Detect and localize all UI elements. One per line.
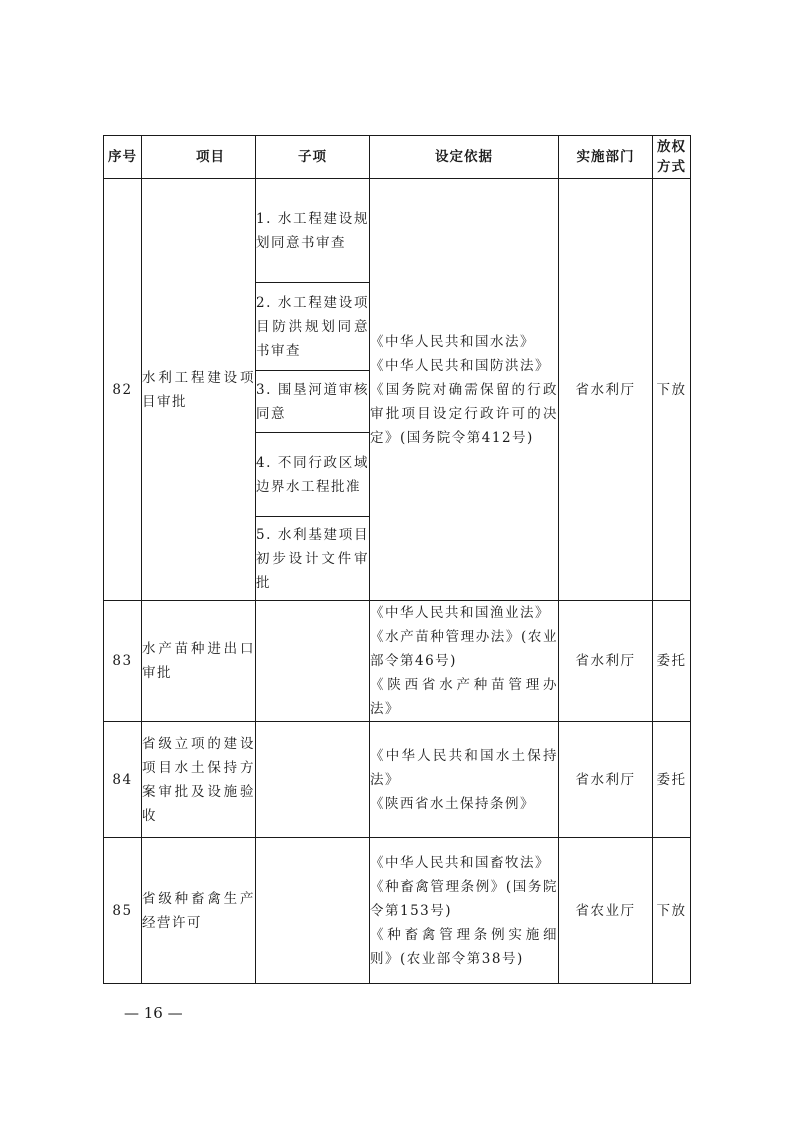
header-dept: 实施部门 — [559, 136, 653, 179]
dept-cell: 省水利厅 — [559, 179, 653, 601]
sub-item-cell: 1. 水工程建设规划同意书审查 — [256, 179, 370, 283]
basis-line: 《陕西省水产种苗管理办法》 — [370, 677, 558, 717]
dept-cell: 省水利厅 — [559, 601, 653, 722]
basis-cell — [370, 179, 559, 601]
basis-line: 《中华人民共和国畜牧法》 — [370, 854, 550, 871]
sub-item-cell — [256, 722, 370, 838]
basis-line: 《水产苗种管理办法》(农业部令第46号) — [370, 629, 558, 669]
mode-cell: 下放 — [653, 179, 691, 601]
header-seq: 序号 — [104, 136, 142, 179]
basis-line: 《种畜禽管理条例》(国务院令第153号) — [370, 878, 558, 919]
seq-cell: 83 — [104, 601, 142, 722]
header-basis: 设定依据 — [370, 136, 559, 179]
table-row-84 — [104, 722, 691, 838]
item-cell: 省级种畜禽生产经营许可 — [142, 838, 256, 984]
table-row-85 — [104, 838, 691, 984]
seq-cell: 85 — [104, 838, 142, 984]
page-number: — 16 — — [124, 1004, 183, 1022]
basis-line: 《种畜禽管理条例实施细则》(农业部令第38号) — [370, 926, 558, 967]
header-item: 项目 — [142, 136, 256, 179]
basis-line: 《中华人民共和国水土保持法》 — [370, 747, 558, 788]
sub-item-cell: 3. 围垦河道审核同意 — [256, 371, 370, 433]
mode-cell: 下放 — [653, 838, 691, 984]
mode-cell: 委托 — [653, 601, 691, 722]
table-row-83 — [104, 601, 691, 722]
basis-line: 《中华人民共和国防洪法》 — [370, 357, 550, 374]
basis-line: 《中华人民共和国水法》 — [370, 333, 535, 350]
basis-cell — [370, 722, 559, 838]
sub-item-cell: 2. 水工程建设项目防洪规划同意书审查 — [256, 283, 370, 371]
sub-item-cell — [256, 601, 370, 722]
item-cell: 省级立项的建设项目水土保持方案审批及设施验收 — [142, 722, 256, 838]
header-mode: 放权方式 — [653, 136, 691, 179]
basis-line: 《中华人民共和国渔业法》 — [370, 605, 550, 621]
header-row — [104, 136, 691, 179]
dept-cell: 省水利厅 — [559, 722, 653, 838]
basis-line: 《国务院对确需保留的行政审批项目设定行政许可的决定》(国务院令第412号) — [370, 381, 558, 446]
sub-item-cell: 5. 水利基建项目初步设计文件审批 — [256, 517, 370, 601]
table-row-82 — [104, 179, 691, 283]
approval-items-table — [103, 135, 691, 984]
item-cell: 水利工程建设项目审批 — [142, 179, 256, 601]
basis-cell — [370, 838, 559, 984]
sub-item-cell — [256, 838, 370, 984]
item-cell: 水产苗种进出口审批 — [142, 601, 256, 722]
basis-line: 《陕西省水土保持条例》 — [370, 795, 535, 812]
basis-cell — [370, 601, 559, 722]
seq-cell: 82 — [104, 179, 142, 601]
mode-cell: 委托 — [653, 722, 691, 838]
header-sub: 子项 — [256, 136, 370, 179]
sub-item-cell: 4. 不同行政区域边界水工程批准 — [256, 433, 370, 517]
dept-cell: 省农业厅 — [559, 838, 653, 984]
seq-cell: 84 — [104, 722, 142, 838]
